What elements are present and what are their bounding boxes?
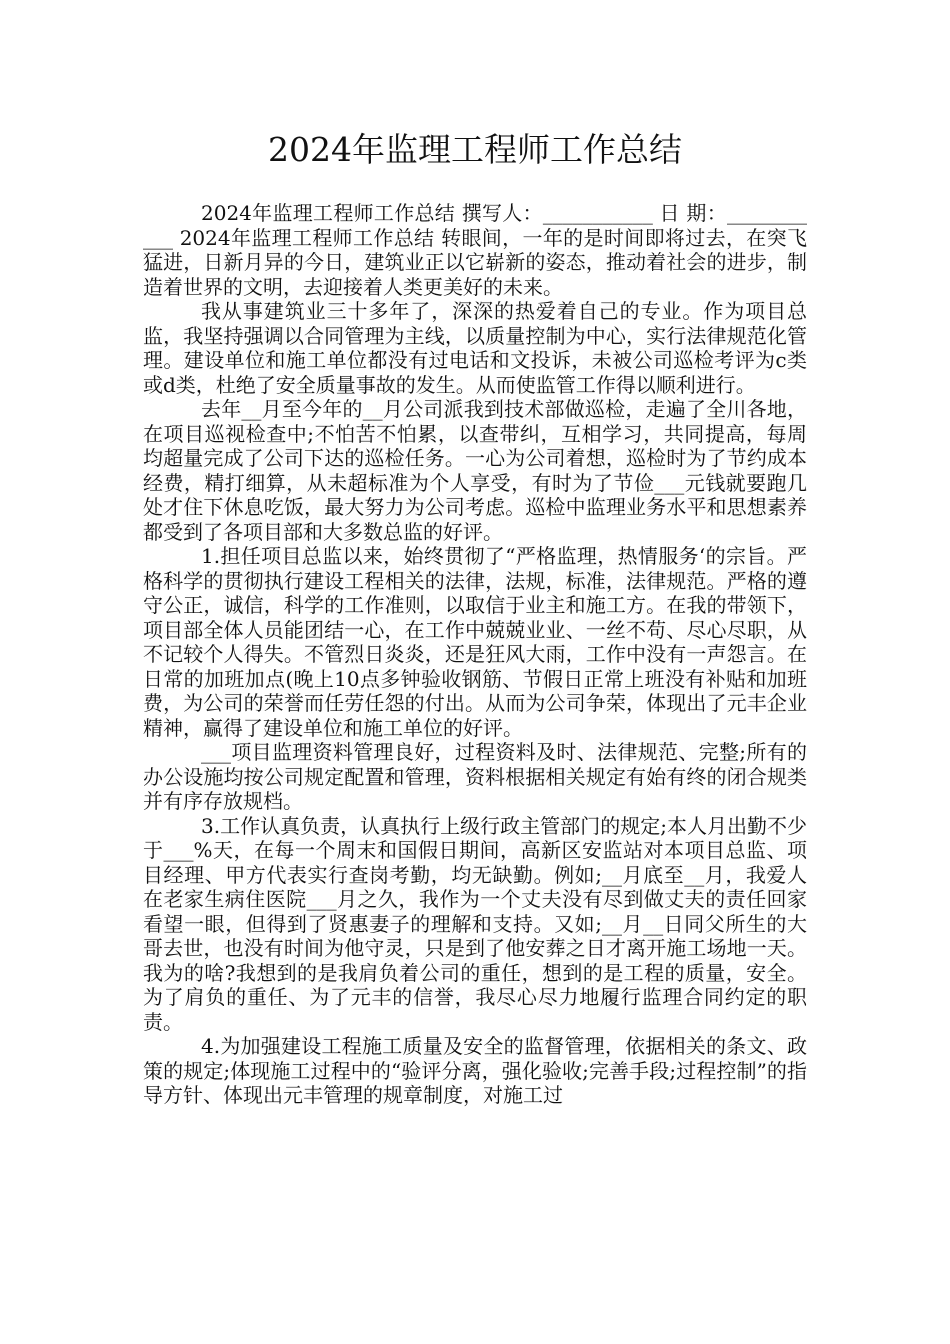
document-title: 2024年监理工程师工作总结 [268, 130, 682, 169]
paragraph-item-4: 4.为加强建设工程施工质量及安全的监督管理，依据相关的条文、政策的规定;体现施工过程中的“验评分离，强化验收;完善手段;过程控制”的指导方针、体现出元丰管理的规章制度，对施工过 [143, 1034, 807, 1107]
paragraph-inspection: 去年__月至今年的__月公司派我到技术部做巡检，走遍了全川各地，在项目巡视检查中;不怕苦不怕累，以查带纠，互相学习，共同提高，每周均超量完成了公司下达的巡检任务。一心为公司着想，巡检时为了节约成本经费，精打细算，从未超标准为个人享受，有时为了节俭___元钱就要跑几处才住下休息吃饭，最大努力为公司考虑。巡检中监理业务水平和思想素养都受到了各项目部和大多数总监的好评。 [143, 397, 807, 544]
paragraph-item-2: ___项目监理资料管理良好，过程资料及时、法律规范、完整;所有的办公设施均按公司规定配置和管理，资料根据相关规定有始有终的闭合规类并有序存放规档。 [143, 740, 807, 813]
paragraph-item-1: 1.担任项目总监以来，始终贯彻了“严格监理，热情服务‘的宗旨。严格科学的贯彻执行建设工程相关的法律，法规，标准，法律规范。严格的遵守公正，诚信，科学的工作准则，以取信于业主和施工方。在我的带领下，项目部全体人员能团结一心，在工作中兢兢业业、一丝不苟、尽心尽职，从不记较个人得失。不管烈日炎炎，还是狂风大雨，工作中没有一声怨言。在日常的加班加点(晚上10点多钟验收钢筋、节假日正常上班没有补贴和加班费，为公司的荣誉而任劳任怨的付出。从而为公司争荣，体现出了元丰企业精神，赢得了建设单位和施工单位的好评。 [143, 544, 807, 740]
paragraph-item-3: 3.工作认真负责，认真执行上级行政主管部门的规定;本人月出勤不少于___%天，在每一个周末和国假日期间，高新区安监站对本项目总监、项目经理、甲方代表实行查岗考勤，均无缺勤。例如;__月底至__月，我爱人在老家生病住医院___月之久，我作为一个丈夫没有尽到做丈夫的责任回家看望一眼，但得到了贤惠妻子的理解和支持。又如;__月__日同父所生的大哥去世，也没有时间为他守灵，只是到了他安葬之日才离开施工场地一天。我为的啥?我想到的是我肩负着公司的重任，想到的是工程的质量，安全。为了肩负的重任、为了元丰的信誉，我尽心尽力地履行监理合同约定的职责。 [143, 813, 807, 1034]
document-body [143, 201, 807, 1108]
paragraph-career: 我从事建筑业三十多年了，深深的热爱着自己的专业。作为项目总监，我坚持强调以合同管理为主线，以质量控制为中心，实行法律规范化管理。建设单位和施工单位都没有过电话和文投诉，未被公司巡检考评为c类或d类，杜绝了安全质量事故的发生。从而使监管工作得以顺利进行。 [143, 299, 807, 397]
paragraph-intro: 2024年监理工程师工作总结 撰写人：___________ 日 期：___________ 2024年监理工程师工作总结 转眼间，一年的是时间即将过去，在突飞猛进，日新月异的今日，建筑业正以它崭新的姿态，推动着社会的进步，制造着世界的文明，去迎接着人类更美好的未来。 [143, 201, 807, 299]
